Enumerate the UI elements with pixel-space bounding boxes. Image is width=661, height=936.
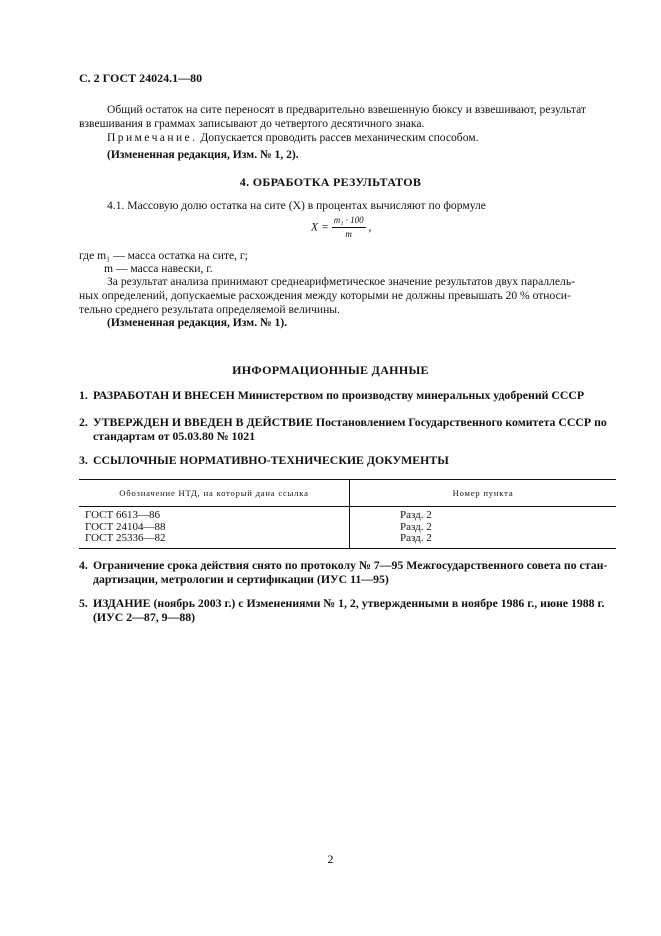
formula bbox=[311, 215, 371, 240]
info-item-line1: Ограничение срока действия снято по протоколу № 7—95 Межгосударственного совета по стан- bbox=[93, 558, 608, 572]
note bbox=[107, 131, 479, 145]
table-cell: Разд. 2 bbox=[400, 520, 432, 533]
formula-numerator: m₁ · 100 bbox=[332, 215, 366, 228]
note-text: Допускается проводить рассев механическим способом. bbox=[200, 131, 479, 144]
paragraph-residue bbox=[79, 103, 616, 131]
table-row bbox=[79, 533, 616, 548]
info-item-number: 2. bbox=[79, 415, 88, 429]
info-item-number: 4. bbox=[79, 558, 88, 572]
paragraph-4-2-line2: ных определений, допускаемые расхождения между которыми не должны превышать 20 % относи- bbox=[79, 289, 571, 302]
info-item-number: 5. bbox=[79, 596, 88, 610]
section-4-title: 4. ОБРАБОТКА РЕЗУЛЬТАТОВ bbox=[239, 175, 422, 189]
info-title: ИНФОРМАЦИОННЫЕ ДАННЫЕ bbox=[232, 363, 429, 377]
paragraph-4-2-line3: тельно среднего результата определяемой величины. bbox=[79, 303, 340, 316]
edit-note-1: (Измененная редакция, Изм. № 1, 2). bbox=[107, 148, 299, 161]
info-item-line1: УТВЕРЖДЕН И ВВЕДЕН В ДЕЙСТВИЕ Постановлением Государственного комитета СССР по bbox=[93, 415, 607, 429]
formula-tail: , bbox=[368, 220, 372, 234]
info-item-line1: ИЗДАНИЕ (ноябрь 2003 г.) с Изменениями № 1, 2, утвержденными в ноябре 1986 г., июне 1988 г. bbox=[93, 596, 605, 610]
formula-fraction bbox=[332, 215, 366, 240]
info-item-line2: дартизации, метрологии и сертификации (ИУС 11—95) bbox=[93, 572, 389, 586]
paragraph-residue-line2: взвешивания в граммах записывают до четвертого десятичного знака. bbox=[79, 117, 425, 130]
table-cell: ГОСТ 24104—88 bbox=[79, 522, 350, 534]
info-item-4 bbox=[79, 558, 616, 586]
info-item-line2: (ИУС 2—87, 9—88) bbox=[93, 610, 196, 624]
info-item-number: 3. bbox=[79, 453, 88, 467]
table-header-row bbox=[79, 480, 616, 507]
where-line-2: m — масса навески, г. bbox=[104, 262, 213, 275]
table-header-item-number: Номер пункта bbox=[350, 480, 617, 507]
table-row bbox=[79, 507, 616, 522]
paragraph-4-1: 4.1. Массовую долю остатка на сите (X) в процентах вычисляют по формуле bbox=[107, 199, 486, 212]
info-item-text: ССЫЛОЧНЫЕ НОРМАТИВНО-ТЕХНИЧЕСКИЕ ДОКУМЕНТЫ bbox=[93, 453, 449, 467]
table-cell: Разд. 2 bbox=[350, 533, 617, 548]
info-item-line2: стандартам от 05.03.80 № 1021 bbox=[93, 429, 256, 443]
table-header-designation: Обозначение НТД, на который дана ссылка bbox=[79, 480, 350, 507]
info-item-3 bbox=[79, 453, 616, 467]
note-label: Примечание. bbox=[107, 131, 198, 144]
edit-note-2: (Измененная редакция, Изм. № 1). bbox=[107, 316, 288, 329]
info-item-5 bbox=[79, 596, 616, 624]
page-number: 2 bbox=[327, 852, 334, 866]
formula-denominator: m bbox=[345, 229, 352, 239]
page-header: С. 2 ГОСТ 24024.1—80 bbox=[79, 71, 203, 85]
paragraph-4-2 bbox=[79, 275, 616, 317]
info-item-2 bbox=[79, 415, 616, 443]
table-cell: Разд. 2 bbox=[400, 509, 432, 521]
formula-lhs: X = bbox=[311, 220, 329, 234]
table-cell: ГОСТ 6613—86 bbox=[79, 507, 350, 522]
table-cell: ГОСТ 25336—82 bbox=[79, 533, 350, 548]
paragraph-4-2-line1: За результат анализа принимают среднеарифметическое значение результатов двух параллель- bbox=[107, 275, 575, 288]
reference-table bbox=[79, 479, 616, 549]
info-item-text: РАЗРАБОТАН И ВНЕСЕН Министерством по производству минеральных удобрений СССР bbox=[93, 388, 585, 402]
where-line-1: где m₁ — масса остатка на сите, г; bbox=[79, 249, 248, 262]
info-item-1 bbox=[79, 388, 616, 402]
info-item-number: 1. bbox=[79, 388, 88, 402]
paragraph-residue-line1: Общий остаток на сите переносят в предварительно взвешенную бюксу и взвешивают, результат bbox=[107, 103, 586, 116]
